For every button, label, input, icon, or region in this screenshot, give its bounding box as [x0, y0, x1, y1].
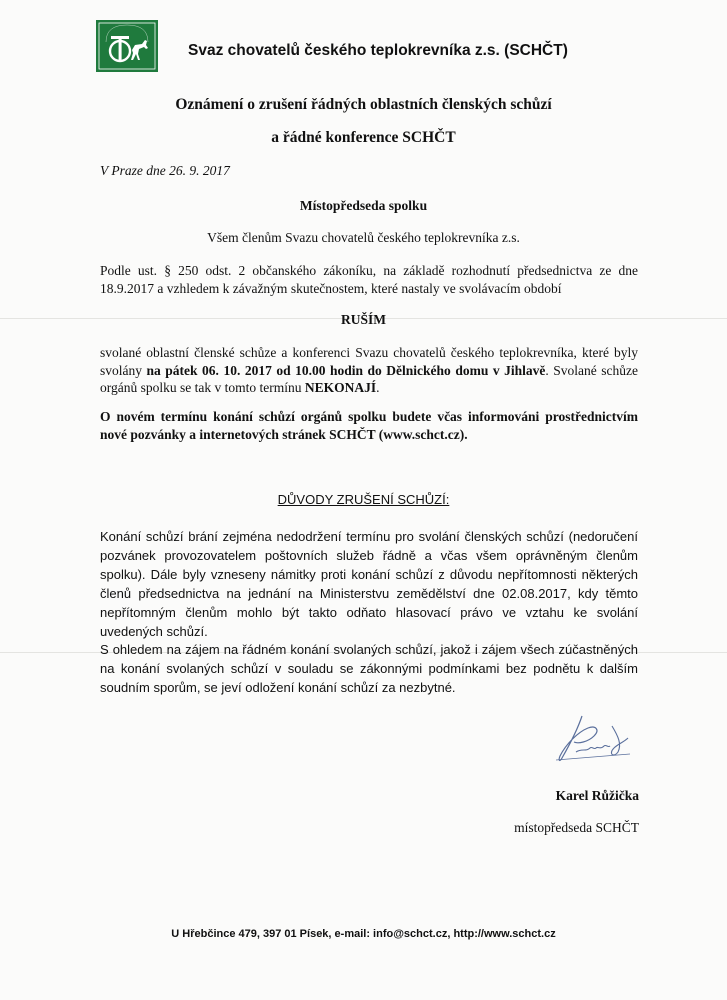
- schct-logo: [96, 20, 158, 72]
- title-line-2: a řádné konference SCHČT: [271, 129, 456, 146]
- notice-paragraph: O novém termínu konání schůzí orgánů spolku budete včas informováni prostřednictvím nové pozvánky a internetových stránek SCHČT (www.schct.cz).: [100, 409, 638, 442]
- signatory-role: místopředseda SCHČT: [514, 820, 639, 835]
- meeting-text: . Svolané schůze orgánů spolku se tak v tomto termínu: [100, 362, 638, 395]
- reasons-heading: DŮVODY ZRUŠENÍ SCHŮZÍ:: [277, 492, 450, 507]
- handwritten-signature: [548, 708, 634, 770]
- organization-name: Svaz chovatelů českého teplokrevníka z.s. (SCHČT): [188, 42, 568, 59]
- title-line-1: Oznámení o zrušení řádných oblastních členských schůzí: [175, 96, 552, 113]
- issuer-heading: Místopředseda spolku: [299, 198, 428, 213]
- meeting-text: .: [376, 380, 380, 395]
- intro-paragraph: Podle ust. § 250 odst. 2 občanského zákoníku, na základě rozhodnutí předsednictva ze dne 18.9.2017 a vzhledem k závažným skutečnostem, které nastaly ve svolávacím období: [100, 263, 638, 296]
- reasons-paragraph-2: S ohledem na zájem na řádném konání svolaných schůzí, jakož i zájem všech zúčastněných na konání svolaných schůzí v souladu se zákonnými podmínkami bez podnětu k dalším soudním sporům, se jeví odložení konání schůzí za nezbytné.: [100, 642, 638, 695]
- not-held-label: NEKONAJÍ: [304, 380, 377, 395]
- meeting-date-place: na pátek 06. 10. 2017 od 10.00 hodin do Dělnického domu v Jihlavě: [146, 362, 546, 378]
- decision-heading: RUŠÍM: [340, 312, 386, 327]
- meeting-paragraph: [100, 344, 638, 397]
- signatory-name: Karel Růžička: [555, 788, 639, 803]
- meeting-text: svolané oblastní členské schůze a konferenci Svazu chovatelů českého teplokrevníka, které byly svolány: [100, 345, 638, 378]
- date-line: V Praze dne 26. 9. 2017: [100, 163, 230, 178]
- reasons-paragraph-1: Konání schůzí brání zejména nedodržení termínu pro svolání členských schůzí (nedoručení pozvánek provozovatelem poštovních služeb řádně a včas všem oprávněným členům spolku). Dále byly vzneseny námitky proti konání schůzí z důvodu nepřítomnosti některých členů předsednictva na jednání na Ministerstvu zemědělství dne 02.08.2017, kdy těmto nepřítomným členům mohlo být takto odňato hlasovací právo ve vztahu ke svolání uvedených schůzí.: [100, 529, 638, 639]
- addressee-line: Všem členům Svazu chovatelů českého teplokrevníka z.s.: [207, 230, 520, 245]
- footer-contact: U Hřebčince 479, 397 01 Písek, e-mail: info@schct.cz, http://www.schct.cz: [171, 928, 556, 940]
